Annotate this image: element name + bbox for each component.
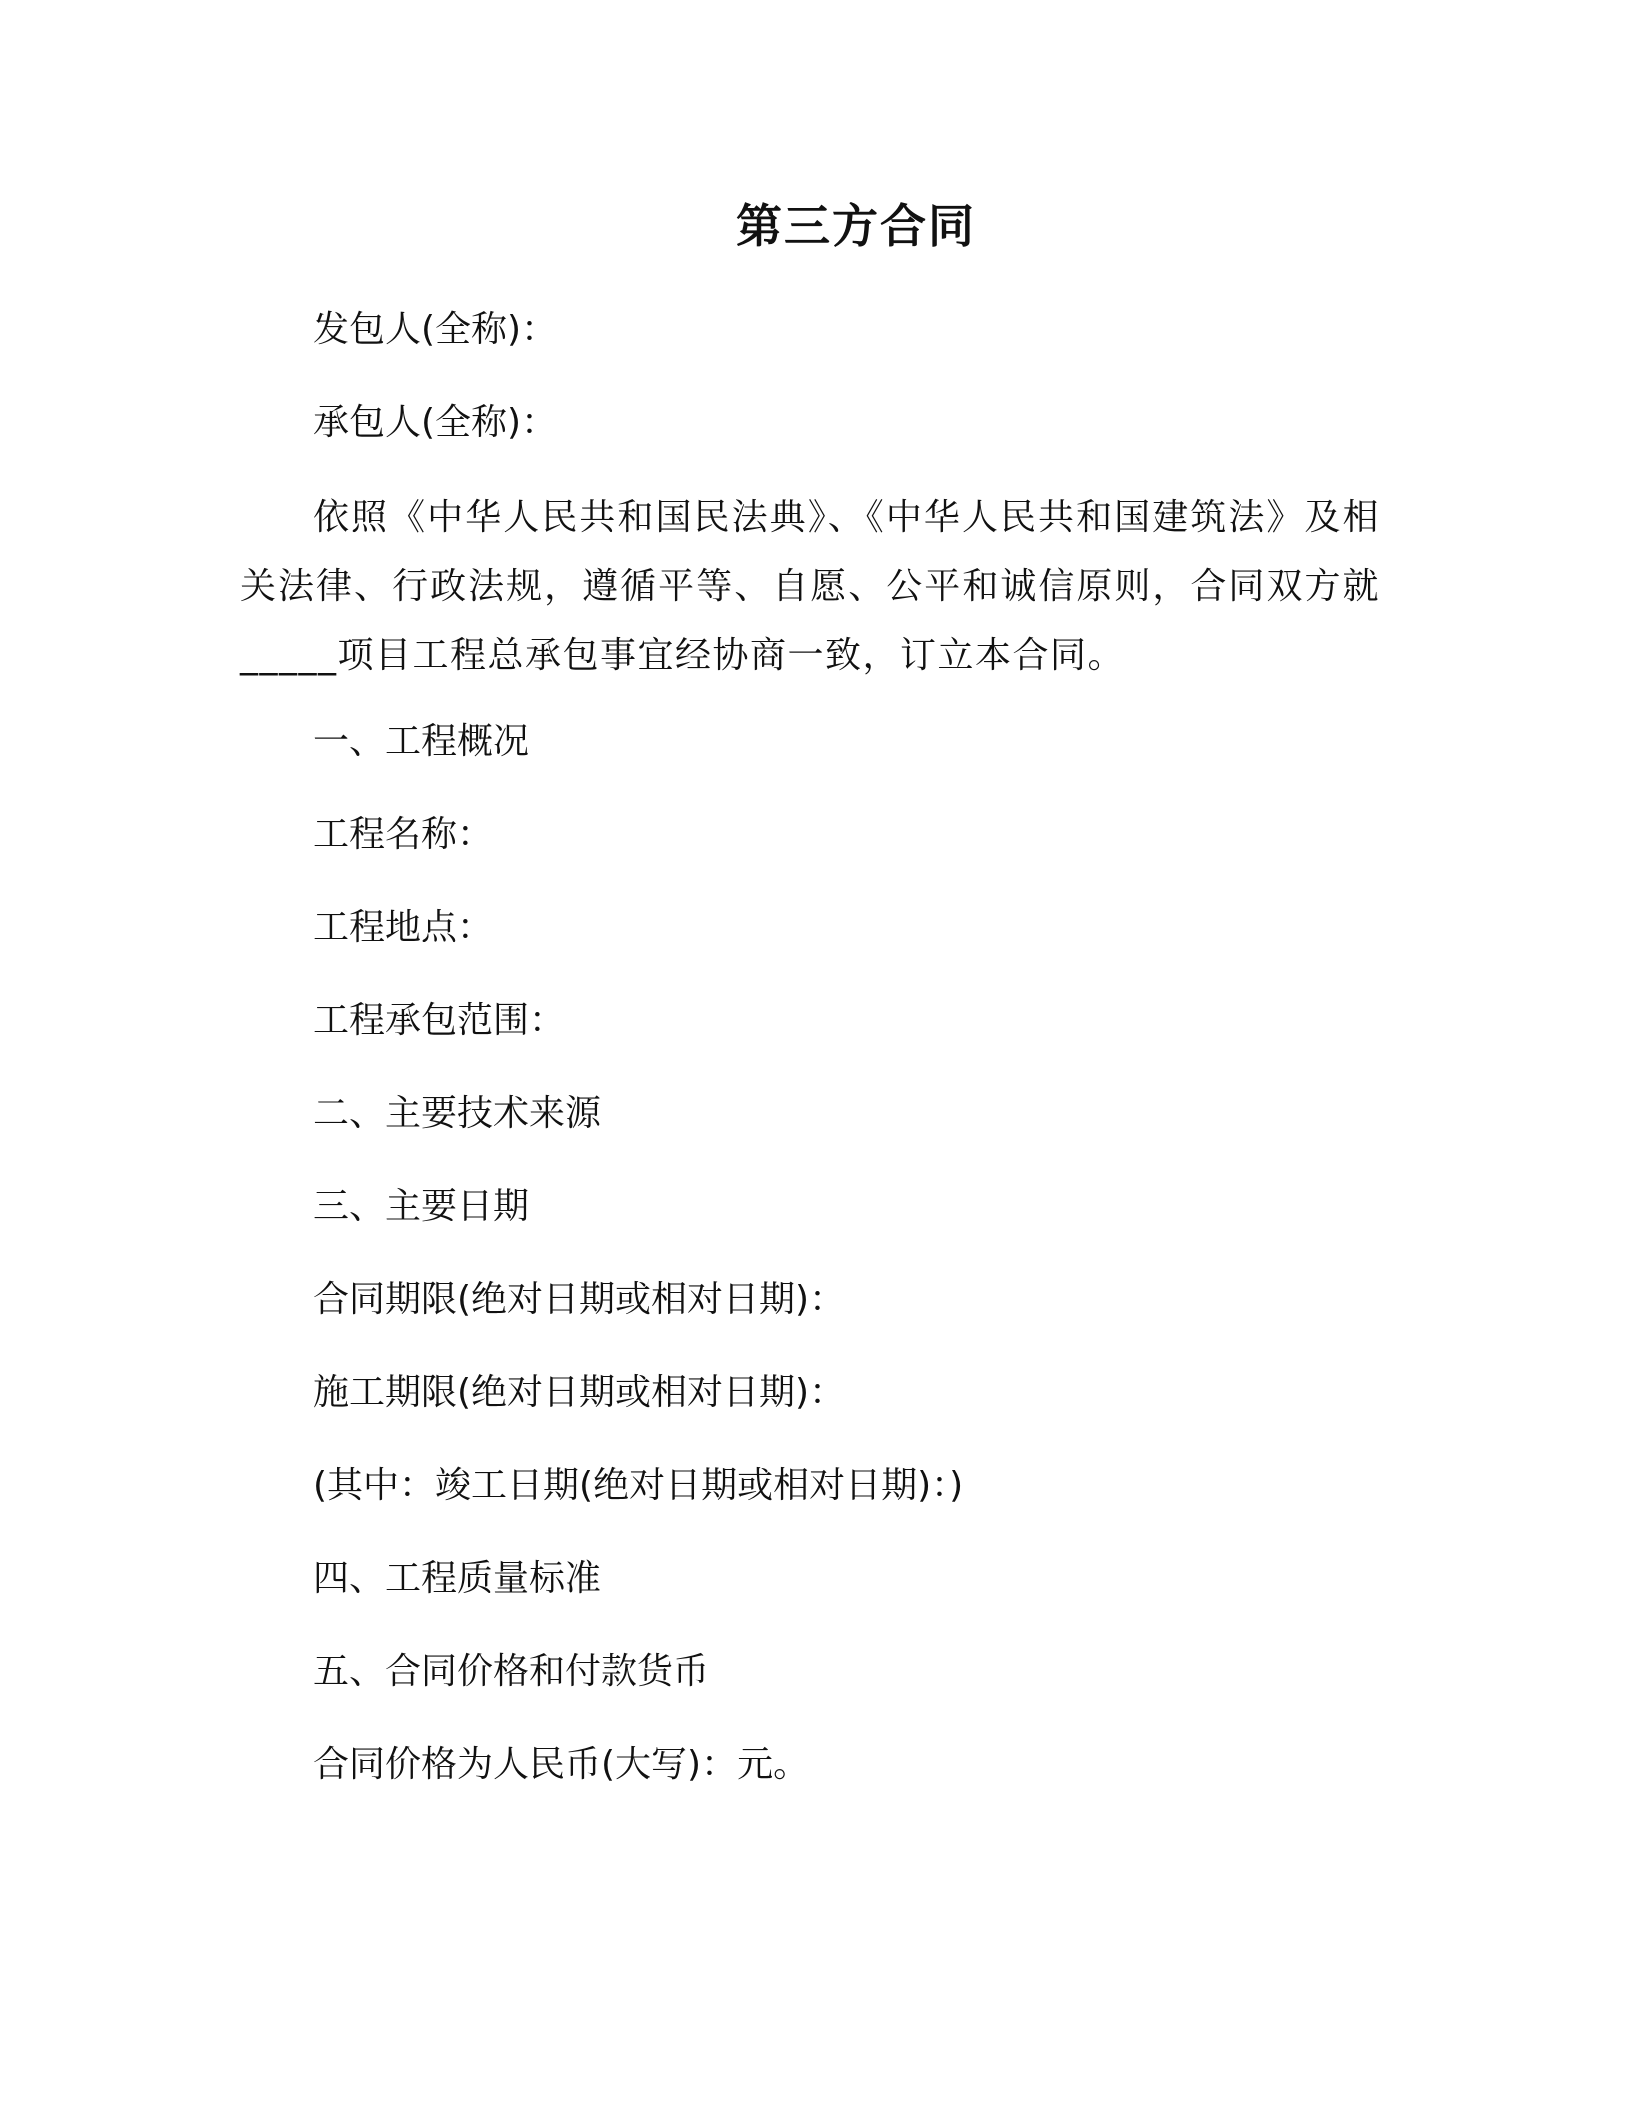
section-heading-2: 二、主要技术来源 [313,1093,602,1134]
contract-term-line: 合同期限(绝对日期或相对日期)： [313,1279,846,1320]
section-heading-3: 三、主要日期 [313,1186,530,1227]
project-scope-line: 工程承包范围： [313,1000,566,1041]
document-title: 第三方合同 [736,199,976,253]
completion-date-line: (其中：竣工日期(绝对日期或相对日期)：) [313,1465,964,1506]
intro-paragraph: 依照《中华人民共和国民法典》、《中华人民共和国建筑法》及相关法律、行政法规，遵循平等、自愿、公平和诚信原则，合同双方就_____项目工程总承包事宜经协商一致，订立本合同。 [240,497,1380,676]
construction-term-line: 施工期限(绝对日期或相对日期)： [313,1372,846,1413]
project-name-line: 工程名称： [313,814,494,855]
section-heading-1: 一、工程概况 [313,721,530,762]
contractor-line: 承包人(全称)： [313,402,558,443]
section-heading-5: 五、合同价格和付款货币 [313,1651,710,1692]
project-location-line: 工程地点： [313,907,494,948]
section-heading-4: 四、工程质量标准 [313,1558,602,1599]
contract-price-line: 合同价格为人民币(大写)：元。 [313,1744,810,1785]
employer-line: 发包人(全称)： [313,309,558,350]
